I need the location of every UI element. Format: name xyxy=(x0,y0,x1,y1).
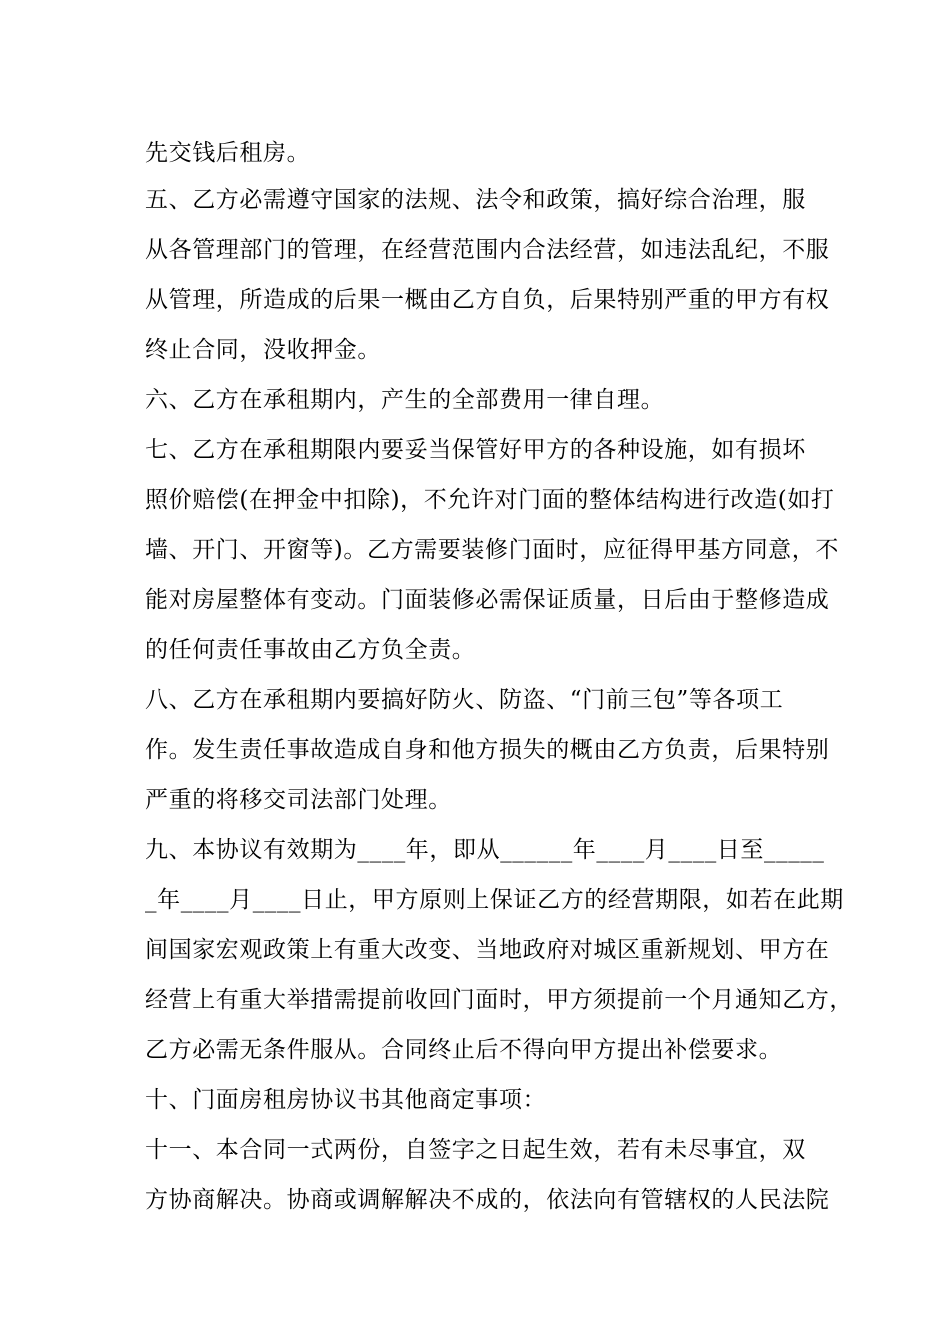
text-line: 十一、本合同一式两份，自签字之日起生效，若有未尽事宜，双 xyxy=(145,1137,806,1163)
text-line: 从各管理部门的管理，在经营范围内合法经营，如违法乱纪，不服 xyxy=(145,237,830,263)
text-line: 乙方必需无条件服从。合同终止后不得向甲方提出补偿要求。 xyxy=(145,1037,783,1063)
text-line: 墙、开门、开窗等)。乙方需要装修门面时，应征得甲基方同意，不 xyxy=(145,537,839,563)
text-line: 十、门面房租房协议书其他商定事项： xyxy=(145,1087,547,1113)
text-line: 八、乙方在承租期内要搞好防火、防盗、“门前三包”等各项工 xyxy=(145,687,784,713)
text-line: 照价赔偿(在押金中扣除)，不允许对门面的整体结构进行改造(如打 xyxy=(145,487,835,513)
text-line: 六、乙方在承租期内，产生的全部费用一律自理。 xyxy=(145,387,665,413)
text-line: 的任何责任事故由乙方负全责。 xyxy=(145,637,476,663)
text-line: 从管理，所造成的后果一概由乙方自负，后果特别严重的甲方有权 xyxy=(145,287,830,313)
text-line: 方协商解决。协商或调解解决不成的，依法向有管辖权的人民法院 xyxy=(145,1187,830,1213)
text-line: 能对房屋整体有变动。门面装修必需保证质量，日后由于整修造成 xyxy=(145,587,830,613)
text-line: 作。发生责任事故造成自身和他方损失的概由乙方负责，后果特别 xyxy=(145,737,830,763)
text-line: 五、乙方必需遵守国家的法规、法令和政策，搞好综合治理，服 xyxy=(145,187,806,213)
text-line: 终止合同，没收押金。 xyxy=(145,337,381,363)
text-line: 九、本协议有效期为____年，即从______年____月____日至_____ xyxy=(145,837,825,863)
text-line: _年____月____日止，甲方原则上保证乙方的经营期限，如若在此期 xyxy=(145,887,844,913)
text-line: 间国家宏观政策上有重大改变、当地政府对城区重新规划、甲方在 xyxy=(145,937,830,963)
text-line: 严重的将移交司法部门处理。 xyxy=(145,787,452,813)
text-line: 先交钱后租房。 xyxy=(145,140,311,166)
text-line: 七、乙方在承租期限内要妥当保管好甲方的各种设施，如有损坏 xyxy=(145,437,806,463)
text-line: 经营上有重大举措需提前收回门面时，甲方须提前一个月通知乙方， xyxy=(145,987,853,1013)
